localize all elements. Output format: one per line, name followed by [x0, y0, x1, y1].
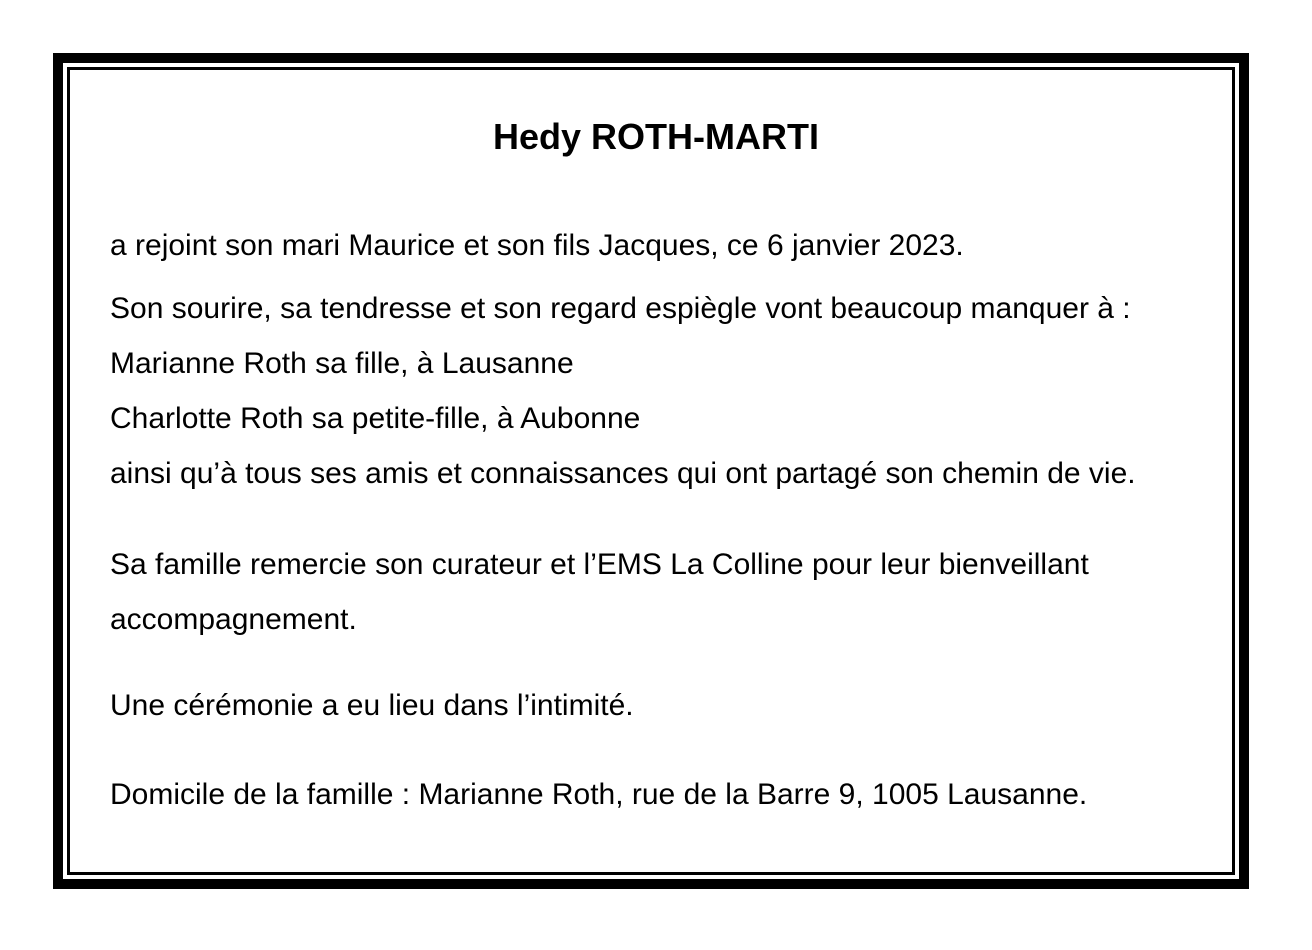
notice-paragraph-thanks — [110, 537, 1202, 647]
notice-line: ainsi qu’à tous ses amis et connaissances qui ont partagé son chemin de vie. — [110, 457, 1136, 490]
death-notice-frame — [53, 53, 1249, 889]
notice-line: accompagnement. — [110, 603, 357, 636]
notice-paragraph-family — [110, 281, 1202, 501]
notice-line: Une cérémonie a eu lieu dans l’intimité. — [110, 689, 634, 722]
notice-paragraph-address — [110, 767, 1202, 822]
notice-paragraph-ceremony — [110, 678, 1202, 733]
notice-paragraph-announcement — [110, 218, 1202, 273]
notice-line: Charlotte Roth sa petite-fille, à Aubonne — [110, 402, 641, 435]
deceased-name-title: Hedy ROTH-MARTI — [493, 116, 819, 157]
death-notice-card — [67, 67, 1235, 875]
notice-line: Domicile de la famille : Marianne Roth, rue de la Barre 9, 1005 Lausanne. — [110, 778, 1088, 811]
notice-line: Marianne Roth sa fille, à Lausanne — [110, 347, 574, 380]
notice-line: a rejoint son mari Maurice et son fils Jacques, ce 6 janvier 2023. — [110, 229, 964, 262]
notice-line: Son sourire, sa tendresse et son regard espiègle vont beaucoup manquer à : — [110, 292, 1131, 325]
notice-line: Sa famille remercie son curateur et l’EMS La Colline pour leur bienveillant — [110, 548, 1089, 581]
